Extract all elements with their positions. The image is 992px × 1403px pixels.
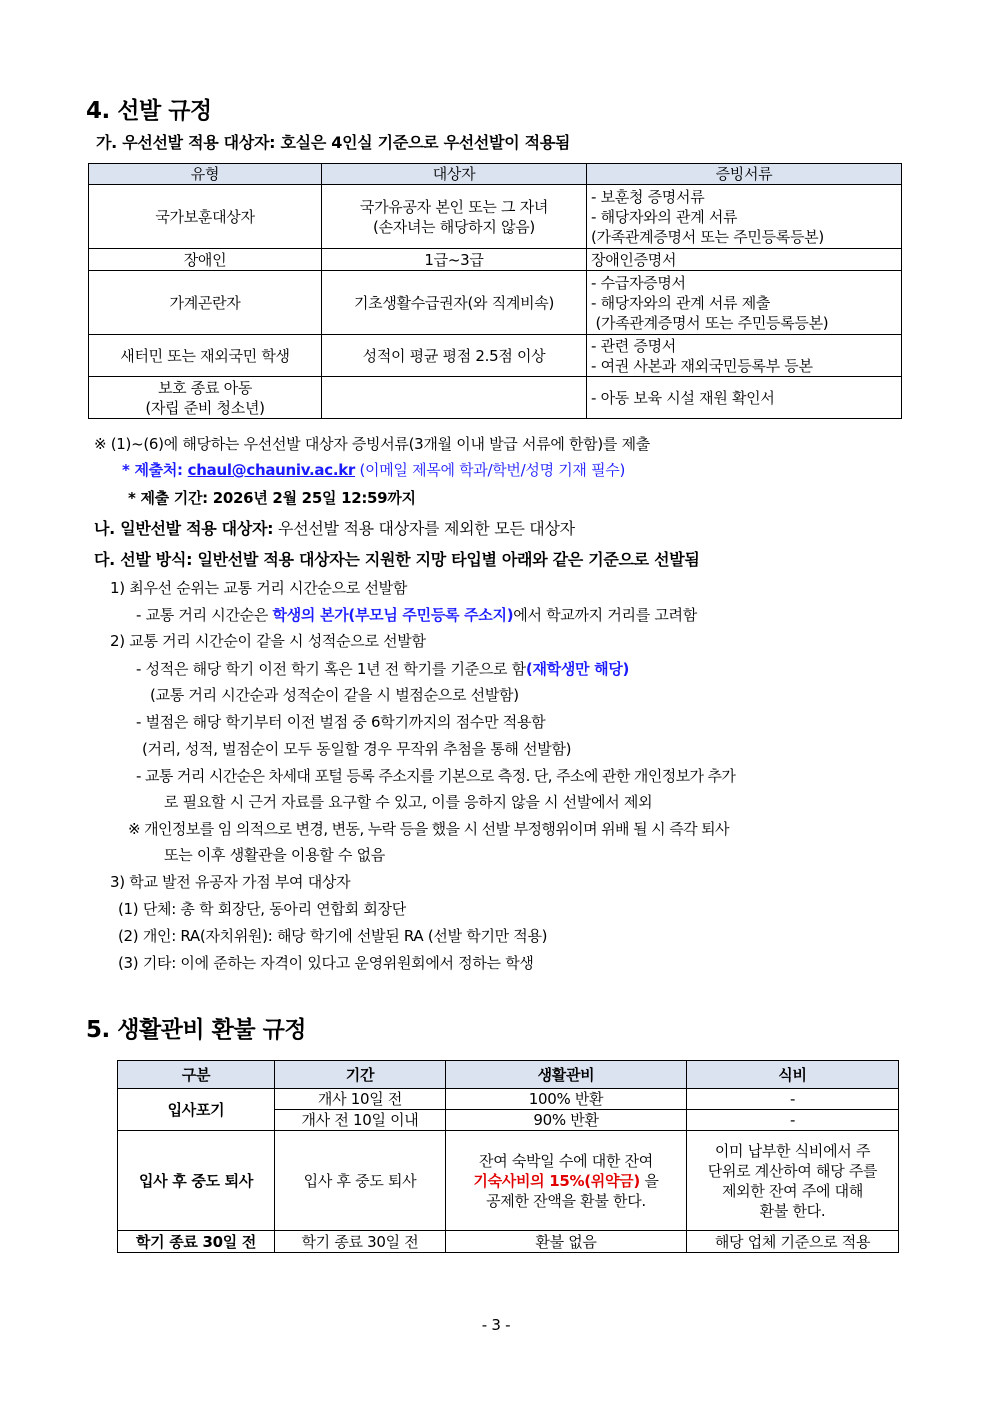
note-email-label: * 제출처: <box>122 461 188 479</box>
row-target <box>322 185 587 249</box>
item-2a <box>136 658 629 679</box>
item-3b: (2) 개인: RA(자치위원): 해당 학기에 선발된 RA (선발 학기만 적용) <box>118 927 548 945</box>
item-1: 1) 최우선 순위는 교통 거리 시간순으로 선발함 <box>110 579 408 597</box>
table-row <box>89 249 902 271</box>
item-2h: 또는 이후 생활관을 이용할 수 없음 <box>164 846 386 864</box>
item-1a-pre: - 교통 거리 시간순은 <box>136 606 273 624</box>
row-food: 해당 업체 기준으로 적용 <box>687 1231 899 1253</box>
food-line: 단위로 계산하여 해당 주를 <box>707 1161 878 1180</box>
header-food: 식비 <box>687 1061 899 1089</box>
note-submit-docs: ※ (1)~(6)에 해당하는 우선선발 대상자 증빙서류(3개월 이내 발급 서류에 한함)를 제출 <box>94 435 650 453</box>
docs-line: - 여권 사본과 재외국민등록부 등본 <box>591 356 813 375</box>
docs-line: - 수급자증명서 <box>591 273 686 292</box>
header-period: 기간 <box>275 1061 446 1089</box>
item-2g: ※ 개인정보를 임 의적으로 변경, 변동, 누락 등을 했을 시 선발 부정행위이며 위배 될 시 즉각 퇴사 <box>128 820 729 838</box>
general-selection-label: 나. 일반선발 적용 대상자: <box>94 519 274 538</box>
row-period: 개사 10일 전 <box>275 1089 446 1110</box>
penalty-highlight: 기숙사비의 15%(위약금) <box>473 1171 640 1190</box>
docs-line: - 해당자와의 관계 서류 <box>591 207 738 226</box>
item-2f: 로 필요할 시 근거 자료를 요구할 수 있고, 이를 응하지 않을 시 선발에서 제외 <box>164 793 653 811</box>
row-target: 성적이 평균 평점 2.5점 이상 <box>322 335 587 377</box>
row-docs: - 아동 보육 시설 재원 확인서 <box>587 377 902 419</box>
item-1a-post: 에서 학교까지 거리를 고려함 <box>513 606 697 624</box>
table-row <box>118 1231 899 1253</box>
page-number: - 3 - <box>481 1316 511 1334</box>
priority-selection-heading: 가. 우선선발 적용 대상자: 호실은 4인실 기준으로 우선선발이 적용됨 <box>96 133 571 152</box>
item-2e: - 교통 거리 시간순은 차세대 포털 등록 주소지를 기본으로 측정. 단, 주소에 관한 개인정보가 추가 <box>136 767 736 785</box>
target-line: (손자녀는 해당하지 않음) <box>373 217 535 236</box>
note-submit-email <box>122 459 625 480</box>
item-2a-pre: - 성적은 해당 학기 이전 학기 혹은 1년 전 학기를 기준으로 함 <box>136 660 526 678</box>
food-line: 환불 한다. <box>759 1201 826 1220</box>
docs-line: - 보훈청 증명서류 <box>591 187 705 206</box>
row-label: 학기 종료 30일 전 <box>118 1231 275 1253</box>
row-period: 학기 종료 30일 전 <box>275 1231 446 1253</box>
header-type: 유형 <box>89 164 322 185</box>
food-line: 제외한 잔여 주에 대해 <box>721 1181 864 1200</box>
docs-line: - 관련 증명서 <box>591 336 676 355</box>
priority-selection-table <box>88 163 902 419</box>
row-label: 입사 후 중도 퇴사 <box>118 1131 275 1231</box>
item-2b: (교통 거리 시간순과 성적순이 같을 시 벌점순으로 선발함) <box>150 686 519 704</box>
header-docs: 증빙서류 <box>587 164 902 185</box>
item-2c: - 벌점은 해당 학기부터 이전 벌점 중 6학기까지의 점수만 적용함 <box>136 713 546 731</box>
table-header-row <box>89 164 902 185</box>
general-selection-text: 우선선발 적용 대상자를 제외한 모든 대상자 <box>273 519 575 538</box>
table-row <box>89 271 902 335</box>
row-fee: 100% 반환 <box>446 1089 687 1110</box>
row-food: - <box>687 1089 899 1110</box>
table-row <box>118 1089 899 1110</box>
row-target <box>322 377 587 419</box>
refund-table <box>117 1060 899 1253</box>
item-2a-highlight: (재학생만 해당) <box>525 660 630 678</box>
row-type: 장애인 <box>89 249 322 271</box>
row-docs <box>587 335 902 377</box>
item-2: 2) 교통 거리 시간순이 같을 시 성적순으로 선발함 <box>110 632 426 650</box>
note-submit-deadline: * 제출 기간: 2026년 2월 25일 12:59까지 <box>128 489 416 507</box>
table-row <box>89 335 902 377</box>
section-5-title: 5. 생활관비 환불 규정 <box>86 1017 307 1043</box>
row-food: - <box>687 1110 899 1131</box>
row-type: 새터민 또는 재외국민 학생 <box>89 335 322 377</box>
item-3c: (3) 기타: 이에 준하는 자격이 있다고 운영위원회에서 정하는 학생 <box>118 954 534 972</box>
target-line: 국가유공자 본인 또는 그 자녀 <box>359 197 549 216</box>
header-target: 대상자 <box>322 164 587 185</box>
email-link[interactable]: chaul@chauniv.ac.kr <box>187 461 356 479</box>
item-3: 3) 학교 발전 유공자 가점 부여 대상자 <box>110 873 351 891</box>
food-line: 이미 납부한 식비에서 주 <box>714 1141 871 1160</box>
note-email-rest: (이메일 제목에 학과/학번/성명 기재 필수) <box>355 461 626 479</box>
fee-line: 잔여 숙박일 수에 대한 잔여 <box>479 1151 653 1170</box>
row-type <box>89 377 322 419</box>
docs-line: (가족관계증명서 또는 주민등록등본) <box>591 227 824 246</box>
table-row <box>89 185 902 249</box>
general-selection-heading <box>94 516 575 539</box>
fee-line <box>450 1171 682 1191</box>
row-type: 가계곤란자 <box>89 271 322 335</box>
table-row <box>118 1131 899 1231</box>
row-docs: 장애인증명서 <box>587 249 902 271</box>
fee-suffix: 을 <box>639 1171 659 1190</box>
fee-line: 공제한 잔액을 환불 한다. <box>486 1191 646 1210</box>
header-fee: 생활관비 <box>446 1061 687 1089</box>
item-1a <box>136 604 697 625</box>
row-fee: 90% 반환 <box>446 1110 687 1131</box>
row-label: 입사포기 <box>118 1089 275 1131</box>
table-row <box>89 377 902 419</box>
type-line: (자립 준비 청소년) <box>145 398 265 417</box>
header-category: 구분 <box>118 1061 275 1089</box>
docs-line: - 해당자와의 관계 서류 제출 <box>591 293 771 312</box>
item-1a-highlight: 학생의 본가(부모님 주민등록 주소지) <box>272 606 514 624</box>
docs-line: (가족관계증명서 또는 주민등록등본) <box>591 313 829 332</box>
row-target: 기초생활수급권자(와 직계비속) <box>322 271 587 335</box>
row-docs <box>587 271 902 335</box>
row-period: 입사 후 중도 퇴사 <box>275 1131 446 1231</box>
row-food <box>687 1131 899 1231</box>
row-fee <box>446 1131 687 1231</box>
row-period: 개사 전 10일 이내 <box>275 1110 446 1131</box>
row-docs <box>587 185 902 249</box>
table-header-row <box>118 1061 899 1089</box>
item-2d: (거리, 성적, 벌점순이 모두 동일할 경우 무작위 추첨을 통해 선발함) <box>142 740 572 758</box>
row-target: 1급~3급 <box>322 249 587 271</box>
row-type: 국가보훈대상자 <box>89 185 322 249</box>
selection-method-heading: 다. 선발 방식: 일반선발 적용 대상자는 지원한 지망 타입별 아래와 같은 기준으로 선발됨 <box>94 550 700 569</box>
item-3a: (1) 단체: 총 학 회장단, 동아리 연합회 회장단 <box>118 900 406 918</box>
type-line: 보호 종료 아동 <box>157 378 253 397</box>
row-fee: 환불 없음 <box>446 1231 687 1253</box>
section-4-title: 4. 선발 규정 <box>86 98 212 124</box>
